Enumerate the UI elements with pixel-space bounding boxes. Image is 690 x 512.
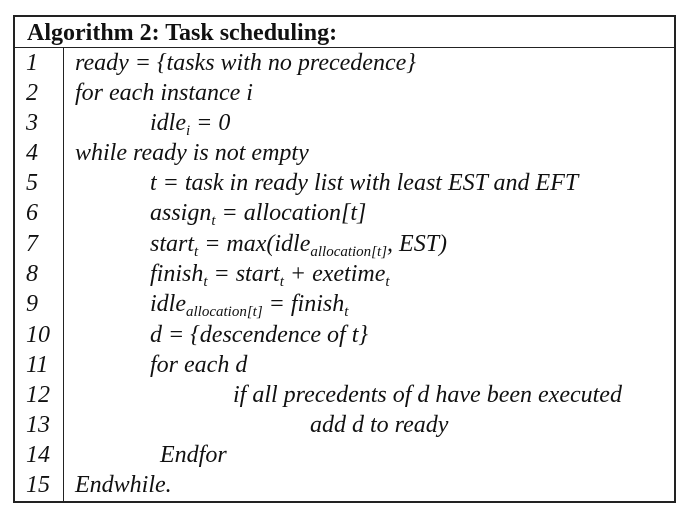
code-line: [150, 110, 230, 137]
code-line: [150, 231, 447, 258]
code-text: for each instance i: [75, 80, 253, 106]
code-subscript: t: [194, 244, 199, 260]
code-subscript: allocation[t]: [310, 244, 388, 260]
code-line: [150, 261, 390, 288]
code-text: if all precedents of d have been executed: [233, 382, 622, 408]
algorithm-title: Algorithm 2: Task scheduling:: [27, 20, 338, 46]
code-text: start: [150, 231, 195, 257]
code-line: [75, 140, 309, 167]
line-number: 14: [26, 442, 50, 468]
code-text: ready = {tasks with no precedence}: [75, 50, 416, 76]
code-text: assign: [150, 200, 212, 226]
code-line: [75, 472, 172, 499]
code-text: Endwhile.: [75, 472, 172, 498]
line-number: 12: [26, 382, 50, 408]
line-number: 8: [26, 261, 38, 287]
algorithm-box: [13, 15, 676, 503]
code-text: d = {descendence of t}: [150, 322, 368, 348]
code-text: finish: [150, 261, 204, 287]
line-number: 9: [26, 291, 38, 317]
code-line: [150, 200, 366, 227]
code-subscript: t: [211, 213, 216, 229]
code-line: [75, 80, 253, 107]
code-text: + exetime: [283, 261, 386, 287]
code-text: idle: [150, 110, 186, 136]
line-number: 2: [26, 80, 38, 106]
code-line: [160, 442, 227, 469]
code-text: add d to ready: [310, 412, 449, 438]
line-number: 11: [26, 352, 49, 378]
code-subscript: i: [186, 123, 191, 139]
code-line: [150, 322, 368, 349]
line-number-divider: [63, 48, 64, 501]
code-text: = max(idle: [198, 231, 311, 257]
code-line: [150, 291, 348, 318]
line-number: 6: [26, 200, 38, 226]
line-number: 4: [26, 140, 38, 166]
code-line: [150, 352, 247, 379]
code-subscript: t: [279, 274, 284, 290]
line-number: 13: [26, 412, 50, 438]
line-number: 1: [26, 50, 38, 76]
code-line: [75, 50, 416, 77]
code-text: while ready is not empty: [75, 140, 309, 166]
code-text: idle: [150, 291, 186, 317]
code-subscript: allocation[t]: [186, 304, 263, 320]
code-text: t = task in ready list with least EST and EFT: [150, 170, 579, 196]
line-number: 5: [26, 170, 38, 196]
code-text: = allocation[t]: [215, 200, 367, 226]
code-subscript: t: [385, 274, 390, 290]
code-text: = start: [207, 261, 280, 287]
code-line: [150, 170, 578, 197]
line-number: 10: [26, 322, 50, 348]
code-subscript: t: [203, 274, 208, 290]
algorithm-header: [15, 17, 674, 48]
code-text: for each d: [150, 352, 248, 378]
code-text: , EST): [387, 231, 448, 257]
line-number: 7: [26, 231, 38, 257]
code-line: [310, 412, 448, 439]
code-text: = finish: [262, 291, 345, 317]
line-number: 3: [26, 110, 38, 136]
line-number: 15: [26, 472, 50, 498]
code-subscript: t: [344, 304, 349, 320]
code-text: Endfor: [160, 442, 227, 468]
code-line: [233, 382, 622, 409]
code-text: = 0: [190, 110, 231, 136]
